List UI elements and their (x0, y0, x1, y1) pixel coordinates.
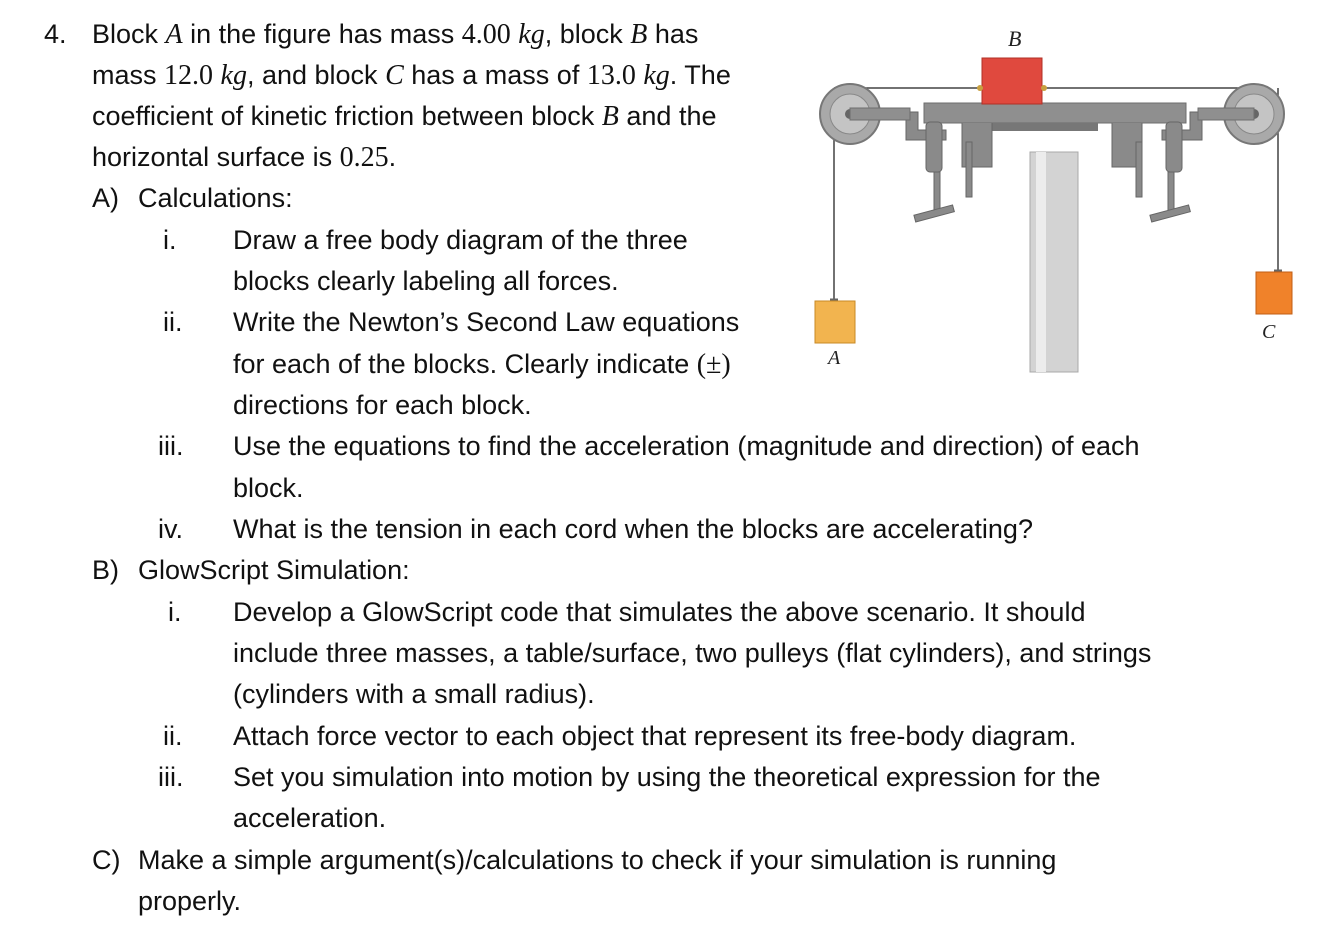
left-pulley (820, 84, 910, 144)
part-a-title: Calculations: (138, 183, 293, 213)
part-a-iii-num: iii. (158, 431, 184, 461)
pulley-system-figure (806, 22, 1300, 382)
intro-line-2: mass 12.0 kg, and block C has a mass of 13.0 kg. The (92, 60, 731, 91)
part-a-ii-line-1: Write the Newton’s Second Law equations (233, 307, 740, 337)
block-c (1256, 272, 1292, 314)
label-b: B (1008, 26, 1022, 51)
part-a-iv-num: iv. (158, 514, 183, 544)
part-b-iii-num: iii. (158, 762, 184, 792)
part-a-i-num: i. (163, 225, 177, 255)
part-a-ii-line-3: directions for each block. (233, 390, 532, 420)
part-b-iii-line-2: acceleration. (233, 803, 387, 833)
label-a: A (828, 347, 841, 369)
right-inner-clamp (1112, 123, 1142, 197)
plus-minus-symbol: (±) (696, 349, 731, 380)
part-b-ii-num: ii. (163, 721, 183, 751)
intro-line-3: coefficient of kinetic friction between block B and the (92, 101, 717, 132)
right-clamp (1150, 112, 1202, 222)
block-b (982, 58, 1042, 104)
part-c-label: C) (92, 845, 121, 875)
part-a-i-line-2: blocks clearly labeling all forces. (233, 266, 619, 296)
part-b-iii-line-1: Set you simulation into motion by using the theoretical expression for the (233, 762, 1101, 792)
part-b-i-num: i. (168, 597, 182, 627)
part-c-line-1: Make a simple argument(s)/calculations to check if your simulation is running (138, 845, 1057, 875)
intro-line-1: Block A in the figure has mass 4.00 kg, block B has (92, 19, 699, 50)
part-b-i-line-1: Develop a GlowScript code that simulates the above scenario. It should (233, 597, 1086, 627)
part-a-ii-num: ii. (163, 307, 183, 337)
part-a-iii-line-1: Use the equations to find the acceleration (magnitude and direction) of each (233, 431, 1140, 461)
part-b-ii-line-1: Attach force vector to each object that represent its free-body diagram. (233, 721, 1077, 751)
part-a-iv-line-1: What is the tension in each cord when the blocks are accelerating? (233, 514, 1033, 544)
part-a-ii-line-2: for each of the blocks. Clearly indicate (±) (233, 349, 731, 380)
part-a-iii-line-2: block. (233, 473, 304, 503)
part-b-title: GlowScript Simulation: (138, 555, 410, 585)
intro-line-4: horizontal surface is 0.25. (92, 142, 397, 173)
part-c-line-2: properly. (138, 886, 242, 916)
part-b-i-line-2: include three masses, a table/surface, two pulleys (flat cylinders), and strings (233, 638, 1152, 668)
table-top (924, 103, 1186, 123)
part-b-i-line-3: (cylinders with a small radius). (233, 679, 595, 709)
left-clamp (906, 112, 954, 222)
label-c: C (1262, 321, 1276, 343)
right-pulley (1198, 84, 1284, 144)
problem-number: 4. (44, 19, 67, 49)
part-a-label: A) (92, 183, 119, 213)
block-a (815, 301, 855, 343)
part-b-label: B) (92, 555, 119, 585)
left-inner-clamp (962, 123, 992, 197)
part-a-i-line-1: Draw a free body diagram of the three (233, 225, 688, 255)
